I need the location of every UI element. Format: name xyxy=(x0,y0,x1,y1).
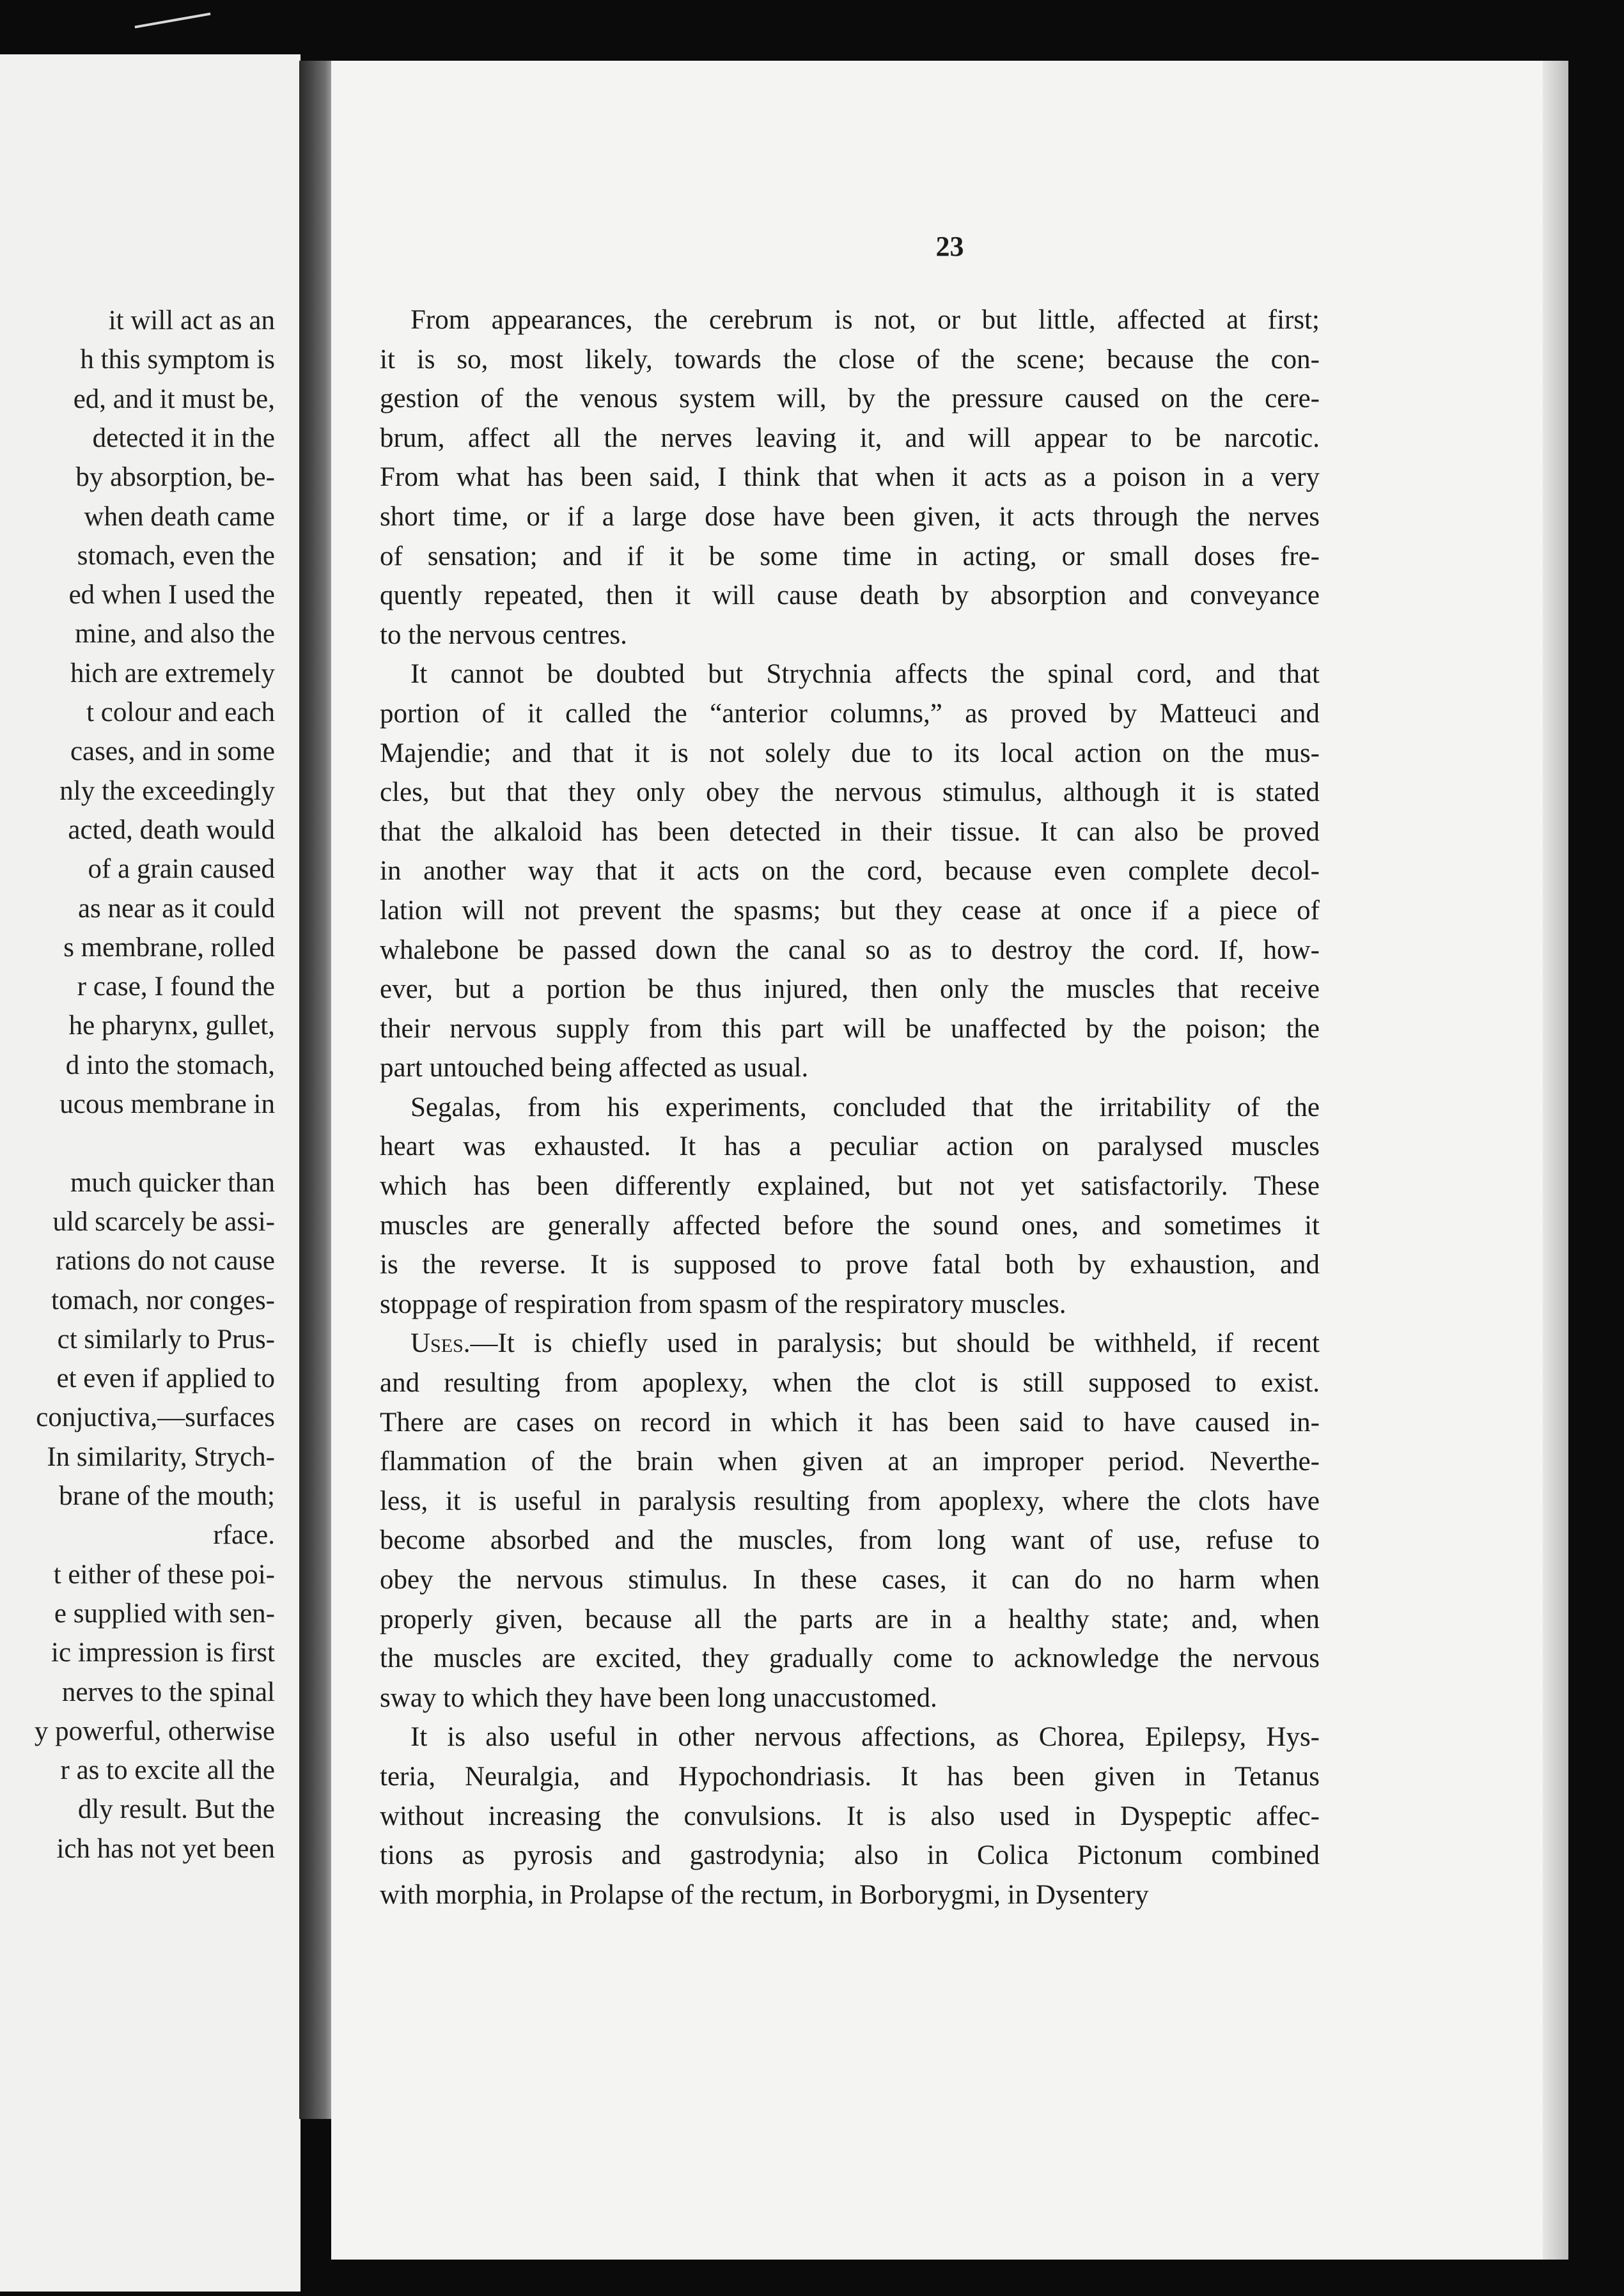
left-page-line: tomach, nor conges- xyxy=(51,1285,275,1315)
left-page-line: h this symptom is xyxy=(80,345,275,375)
left-page-line: ucous membrane in xyxy=(59,1089,275,1119)
text-line: whalebone be passed down the canal so as to destroy the cord. If, how- xyxy=(380,935,1320,965)
left-page-line: t either of these poi- xyxy=(53,1559,275,1590)
text-line: and resulting from apoplexy, when the clot is still supposed to exist. xyxy=(380,1368,1320,1399)
text-line: which has been differently explained, but not yet satisfactorily. These xyxy=(380,1171,1320,1202)
text-line: stoppage of respiration from spasm of the respiratory muscles. xyxy=(380,1289,1066,1319)
text-line: without increasing the convulsions. It is also used in Dyspeptic affec- xyxy=(380,1801,1320,1831)
left-page-line: as near as it could xyxy=(77,893,275,924)
section-lead: Uses. xyxy=(410,1328,471,1359)
text-line: cles, but that they only obey the nervous stimulus, although it is stated xyxy=(380,777,1320,808)
left-page-line: r case, I found the xyxy=(77,972,275,1002)
left-page-line: by absorption, be- xyxy=(75,462,275,493)
scan-scratch xyxy=(135,13,211,29)
text-line: Majendie; and that it is not solely due to its local action on the mus- xyxy=(380,738,1320,768)
text-line: tions as pyrosis and gastrodynia; also in Colica Pictonum combined xyxy=(380,1840,1320,1871)
text-line xyxy=(380,1324,1320,1363)
left-page-line: ct similarly to Prus- xyxy=(57,1324,275,1354)
text-line: is the reverse. It is supposed to prove fatal both by exhaustion, and xyxy=(380,1250,1320,1280)
text-line: quently repeated, then it will cause death by absorption and conveyance xyxy=(380,580,1320,611)
left-page-line: s membrane, rolled xyxy=(63,932,275,963)
left-page-line: ed, and it must be, xyxy=(73,384,275,414)
text-line: It is also useful in other nervous affections, as Chorea, Epilepsy, Hys- xyxy=(410,1722,1320,1753)
left-page-line: d into the stomach, xyxy=(65,1050,275,1080)
left-page-line: t colour and each xyxy=(86,697,275,727)
left-page-line: brane of the mouth; xyxy=(59,1481,275,1511)
left-page-line: rface. xyxy=(213,1520,275,1551)
text-line: heart was exhausted. It has a peculiar action on paralysed muscles xyxy=(380,1131,1320,1162)
left-page-line: uld scarcely be assi- xyxy=(52,1206,275,1237)
left-page-line: much quicker than xyxy=(70,1167,275,1198)
text-line: Segalas, from his experiments, concluded that the irritability of the xyxy=(410,1092,1320,1122)
left-page-line: it will act as an xyxy=(108,306,275,336)
text-line: become absorbed and the muscles, from long want of use, refuse to xyxy=(380,1525,1320,1556)
text-line: to the nervous centres. xyxy=(380,619,627,650)
left-page-fragment xyxy=(0,54,301,2292)
text-line: part untouched being affected as usual. xyxy=(380,1053,809,1083)
left-page-line: he pharynx, gullet, xyxy=(68,1011,275,1041)
text-line: It cannot be doubted but Strychnia affects the spinal cord, and that xyxy=(410,659,1320,690)
text-line: ever, but a portion be thus injured, then only the muscles that receive xyxy=(380,974,1320,1005)
left-page-line: et even if applied to xyxy=(56,1363,275,1394)
paragraph xyxy=(380,1324,1320,1718)
text-line: in another way that it acts on the cord, because even complete decol- xyxy=(380,856,1320,887)
paragraph xyxy=(380,655,1320,1088)
left-page-line: conjuctiva,—surfaces xyxy=(36,1402,275,1433)
page-edge xyxy=(1543,61,1568,2260)
paragraph xyxy=(380,1718,1320,1914)
left-page-line: cases, and in some xyxy=(70,736,275,767)
left-page-line: e supplied with sen- xyxy=(54,1598,275,1629)
left-page-line: mine, and also the xyxy=(75,619,275,649)
text-line: From appearances, the cerebrum is not, or but little, affected at first; xyxy=(410,305,1320,335)
left-page-line: stomach, even the xyxy=(77,540,275,571)
left-page-line: ic impression is first xyxy=(51,1638,275,1668)
left-page-line: dly result. But the xyxy=(77,1794,275,1825)
left-page-line: r as to excite all the xyxy=(60,1755,275,1786)
left-page-line: ich has not yet been xyxy=(56,1833,275,1864)
left-page-line: acted, death would xyxy=(68,814,275,845)
left-page-line: ed when I used the xyxy=(68,580,275,610)
text-line: muscles are generally affected before the sound ones, and sometimes it xyxy=(380,1210,1320,1241)
text-line: flammation of the brain when given at an improper period. Neverthe- xyxy=(380,1447,1320,1477)
text-line: their nervous supply from this part will be unaffected by the poison; the xyxy=(380,1013,1320,1044)
text-line: lation will not prevent the spasms; but they cease at once if a piece of xyxy=(380,895,1320,926)
left-page-line: of a grain caused xyxy=(88,854,275,885)
text-line: less, it is useful in paralysis resulting from apoplexy, where the clots have xyxy=(380,1485,1320,1516)
text-line: teria, Neuralgia, and Hypochondriasis. It has been given in Tetanus xyxy=(380,1761,1320,1792)
text-line: From what has been said, I think that when it acts as a poison in a very xyxy=(380,462,1320,493)
body-text xyxy=(380,300,1320,1914)
text-line: sway to which they have been long unaccustomed. xyxy=(380,1682,937,1713)
paragraph xyxy=(380,1088,1320,1324)
left-page-line: detected it in the xyxy=(92,423,275,453)
paragraph xyxy=(380,300,1320,655)
left-page-line: y powerful, otherwise xyxy=(34,1716,275,1746)
text-line: brum, affect all the nerves leaving it, and will appear to be narcotic. xyxy=(380,423,1320,453)
text-line: properly given, because all the parts are in a healthy state; and, when xyxy=(380,1604,1320,1634)
text-line: with morphia, in Prolapse of the rectum, in Borborygmi, in Dysentery xyxy=(380,1879,1149,1910)
text-line: the muscles are excited, they gradually come to acknowledge the nervous xyxy=(380,1643,1320,1674)
left-page-line: rations do not cause xyxy=(56,1246,275,1276)
text-line: There are cases on record in which it has been said to have caused in- xyxy=(380,1407,1320,1438)
page-number: 23 xyxy=(935,231,964,262)
left-page-line: In similarity, Strych- xyxy=(47,1441,275,1472)
left-page-line: nly the exceedingly xyxy=(59,775,275,806)
text-line: that the alkaloid has been detected in their tissue. It can also be proved xyxy=(380,816,1320,847)
text-line: of sensation; and if it be some time in acting, or small doses fre- xyxy=(380,541,1320,571)
text-line-rest: —It is chiefly used in paralysis; but should be withheld, if recent xyxy=(470,1328,1320,1359)
left-page-line: when death came xyxy=(84,501,275,532)
text-line: it is so, most likely, towards the close of the scene; because the con- xyxy=(380,344,1320,375)
text-line: obey the nervous stimulus. In these cases, it can do no harm when xyxy=(380,1565,1320,1595)
text-line: portion of it called the “anterior columns,” as proved by Matteuci and xyxy=(380,698,1320,729)
text-line: gestion of the venous system will, by the pressure caused on the cere- xyxy=(380,384,1320,414)
text-line: short time, or if a large dose have been given, it acts through the nerves xyxy=(380,501,1320,532)
left-page-line: hich are extremely xyxy=(70,658,275,688)
right-page xyxy=(331,61,1568,2260)
left-page-line: nerves to the spinal xyxy=(61,1677,275,1707)
